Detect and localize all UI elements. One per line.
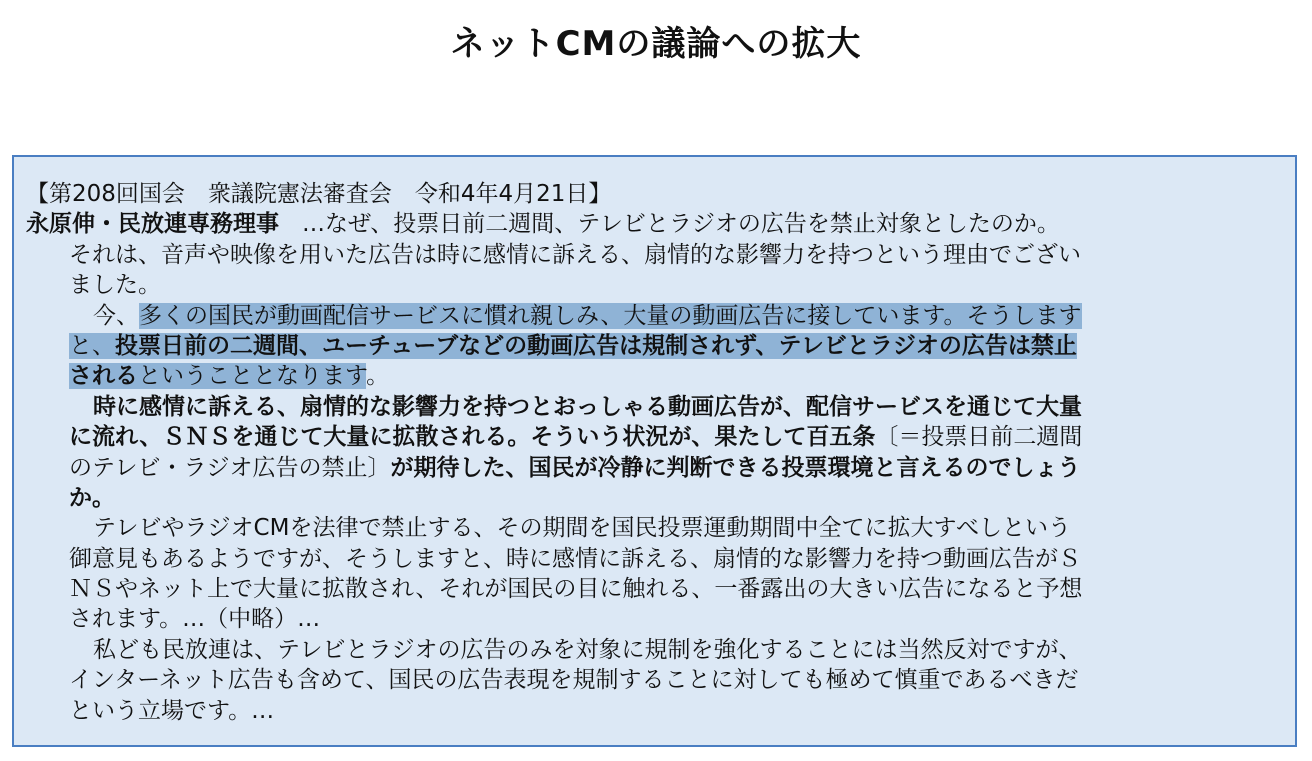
quote-text: と、 (69, 332, 115, 359)
quote-line (26, 331, 1295, 361)
highlighted-text: 多くの国民が動画配信サービスに慣れ親しみ、大量の動画広告に接しています。そうします (139, 302, 1082, 329)
speaker-line (26, 209, 1295, 239)
bold-text: に流れ、ＳＮＳを通じて大量に拡散される。そういう状況が、果たして百五条 (69, 424, 876, 451)
quote-text: …なぜ、投票日前二週間、テレビとラジオの広告を禁止対象としたのか。 (302, 211, 1060, 238)
quote-line (26, 453, 1295, 483)
speaker-name: 永原伸・民放連専務理事 (26, 211, 279, 238)
quote-line: 時に感情に訴える、扇情的な影響力を持つとおっしゃる動画広告が、配信サービスを通じて大量 (93, 393, 1082, 420)
quote-line: テレビやラジオCMを法律で禁止する、その期間を国民投票運動期間中全てに拡大すべしという (93, 515, 1071, 542)
quote-line (26, 361, 1295, 391)
quote-line: という立場です。… (69, 697, 275, 724)
quote-line (26, 422, 1295, 452)
quote-text: 今、 (93, 302, 139, 329)
quote-line (26, 301, 1295, 331)
meeting-header: 【第208回国会 衆議院憲法審査会 令和4年4月21日】 (26, 181, 612, 207)
quote-line: か。 (69, 484, 115, 511)
quote-line: ＮＳやネット上で大量に拡散され、それが国民の目に触れる、一番露出の大きい広告になると予想 (69, 576, 1083, 603)
quote-text: ということとなります (138, 363, 367, 390)
highlighted-text (69, 333, 1077, 359)
quote-line: それは、音声や映像を用いた広告は時に感情に訴える、扇情的な影響力を持つという理由でござい (69, 241, 1081, 268)
quote-line: 私ども民放連は、テレビとラジオの広告のみを対象に規制を強化することには当然反対ですが、 (93, 636, 1082, 663)
quote-text: 。 (366, 363, 390, 390)
quote-line: ました。 (69, 272, 161, 299)
bold-text: が期待した、国民が冷静に判断できる投票環境と言えるのでしょう (390, 454, 1081, 481)
bold-text: 投票日前の二週間、ユーチューブなどの動画広告は規制されず、テレビとラジオの広告は禁止 (115, 332, 1077, 359)
quote-line: インターネット広告も含めて、国民の広告表現を規制することに対しても極めて慎重であるべきだ (69, 667, 1079, 694)
quote-line: されます。…（中略）… (69, 606, 321, 633)
quote-line: 御意見もあるようですが、そうしますと、時に感情に訴える、扇情的な影響力を持つ動画広告がＳ (69, 545, 1081, 572)
editor-note: 〔＝投票日前二週間 (875, 424, 1083, 451)
bold-text: される (69, 363, 138, 390)
slide-title: ネットCMの議論への拡大 (450, 24, 862, 64)
editor-note: のテレビ・ラジオ広告の禁止〕 (69, 454, 391, 481)
highlighted-text (69, 363, 366, 389)
quote-box (12, 155, 1297, 747)
